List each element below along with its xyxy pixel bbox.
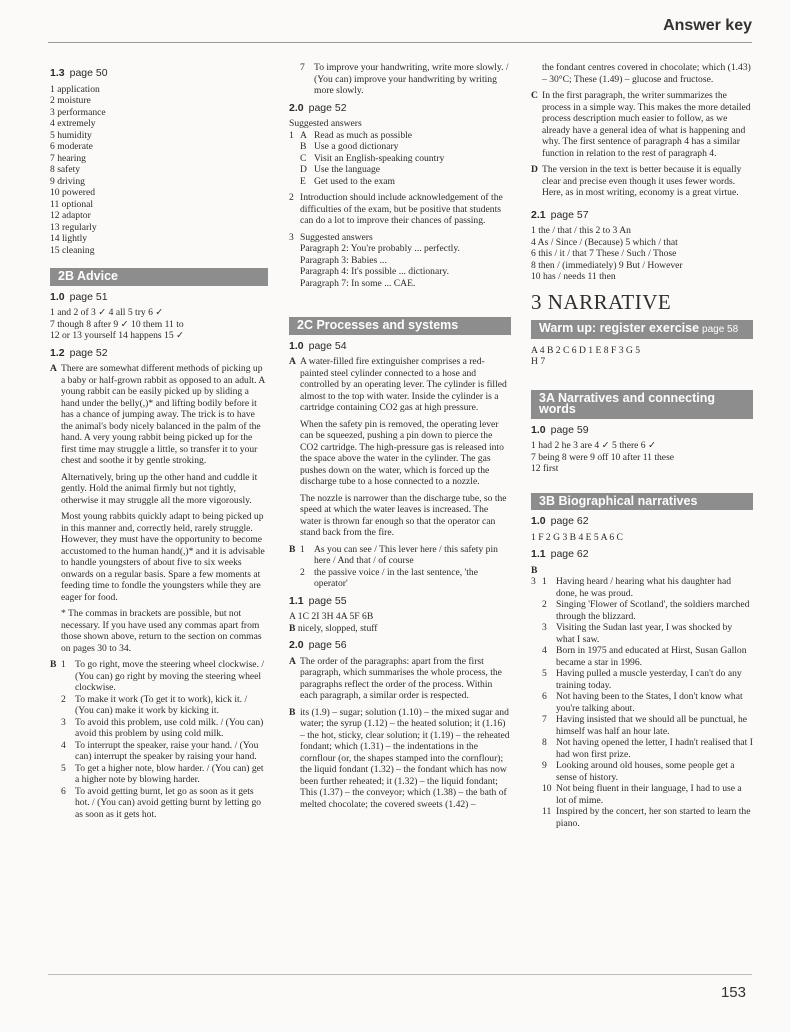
answer-block-b: B 1 As you can see / This lever here / this safety pin here / And that / of course 2 the passive voice / in the last sentence, 'the operator' (289, 544, 511, 590)
section-heading: 2.0 page 52 (289, 101, 347, 114)
footnote: * The commas in brackets are possible, but not necessary. If you have used any commas apart from those shown above, return to the section on commas on pages 30 to 34. (61, 608, 262, 654)
section-heading: 1.2 page 52 (50, 346, 108, 359)
section-heading: 1.1 page 62 (531, 548, 589, 560)
list-item: 8 Not having opened the letter, I hadn't realised that I had won first prize. (542, 737, 753, 760)
list-item: 6 moderate (50, 141, 93, 152)
answer-block-3: 3 1 Having heard / hearing what his daughter had done, he was proud. 2 Singing 'Flower of Scotland', the soldiers marched through the blizzard. 3 Visiting the Sudan last year, I was shocked by what I saw. 4 Born in 1975 and educated at Hirst, Susan Gallon became a star in 1996. 5 Having pulled a muscle yesterday, I can't do any training today. 6 Not having been to the States, I don't know what you're talking about. 7 Having insisted that we should all be punctual, he himself was half an hour late. 8 Not having opened the letter, I hadn't realised that I had won first prize. 9 Looking around old houses, some people get a sense of history. 10 Not being fluent in their language, I had to use a lot of mime. 11 Inspired by the concert, her son started to learn the piano. (531, 576, 753, 829)
list-item: 9 Looking around old houses, some people get a sense of history. (542, 760, 735, 783)
unit-title: 3 NARRATIVE (531, 289, 672, 314)
list-item: 5 Having pulled a muscle yesterday, I can't do any training today. (542, 668, 742, 691)
list-item: 7 Having insisted that we should all be punctual, he himself was half an hour late. (542, 714, 748, 737)
paragraph: When the safety pin is removed, the operating lever can be squeezed, pushing a pin down to pierce the CO2 cartridge. The high-pressure gas is released into the space above the water in the cylinder. The gas pushes down on the water, which is forced up the discharge tube to a hose connected to a nozzle. (300, 418, 504, 487)
list-item: 11 Inspired by the concert, her son started to learn the piano. (542, 806, 751, 829)
answer-line: 4 As / Since / (Because) 5 which / that (531, 236, 678, 248)
answer-line: 1 had 2 he 3 are 4 ✓ 5 there 6 ✓ (531, 440, 657, 451)
paragraph: The nozzle is narrower than the discharge tube, so the speed at which the water leaves is increased. The water is thrown far enough so that the operator can stand back from the fire. (300, 492, 507, 538)
list-item: 1 Having heard / hearing what his daughter had done, he was proud. (542, 576, 732, 599)
list-item: 2 To make it work (To get it to work), kick it. / (You can) make it work by kicking it. (61, 693, 248, 716)
answer-line: Paragraph 2: You're probably ... perfectly. (300, 243, 460, 254)
column-3 (531, 62, 753, 829)
answer-block-a2: A The order of the paragraphs: apart from the first paragraph, which summarises the whole process, the paragraphs reflect the order of the process. Within each paragraph, a similar order is respected. (289, 655, 502, 701)
bottom-rule (48, 974, 752, 975)
list-item: 3 Visiting the Sudan last year, I was shocked by what I saw. (542, 622, 733, 645)
paragraph: Most young rabbits quickly adapt to being picked up in this manner and, correctly held, rarely struggle. However, they must have the opportunity to become accustomed to the human hand(,)* and it is advisable to handle youngsters of about five to six weeks onwards on a regular basis. Spare a few moments at feeding time to fondle the youngsters while they are eager for food. (61, 511, 265, 603)
answer-block-b2: B its (1.9) – sugar; solution (1.10) – the mixed sugar and water; the syrup (1.12) – the heated solution; it (1.16) – the hot, sticky, clear solution; it (1.19) – the reheated fondant; which (1.31) – the indentations in the cornflour (or, the shapes stamped into the cornflour); the liquid fondant (1.32) – the fondant which has now been further reheated; it (1.32) – the liquid fondant; This (1.37) – the conveyor; which (1.38) – the bath of melted chocolate; the covered sweets (1.42) – (289, 706, 510, 810)
list-item: 13 regularly (50, 221, 97, 233)
answer-line: 12 or 13 yourself 14 happens 15 ✓ (50, 330, 185, 341)
section-heading: 1.0 page 59 (531, 423, 589, 436)
answer-line: 6 this / it / that 7 These / Such / Those (531, 248, 677, 259)
list-item: 7 To improve your handwriting, write more slowly. / (You can) improve your handwriting by writing more slowly. (300, 62, 509, 96)
list-item: E Get used to the exam (300, 175, 395, 187)
list-item: C Visit an English-speaking country (300, 152, 445, 164)
block-label: A (50, 363, 57, 374)
answer-line: H 7 (531, 356, 546, 367)
list-item: B Use a good dictionary (300, 141, 399, 152)
list-item: 12 adaptor (50, 210, 91, 221)
section-heading: 1.1 page 55 (289, 594, 347, 607)
column-2 (289, 62, 511, 810)
list-item: 6 Not having been to the States, I don't know what you're talking about. (542, 691, 743, 714)
list-item: D Use the language (300, 164, 381, 175)
answer-block-a (50, 363, 268, 659)
list-item: 5 humidity (50, 129, 92, 141)
list-item: 14 lightly (50, 233, 88, 244)
list-item: 3 To avoid this problem, use cold milk. / (You can) avoid this problem by using cold milk. (61, 716, 264, 739)
list-item: 4 Born in 1975 and educated at Hirst, Susan Gallon became a star in 1996. (542, 645, 747, 668)
list-item: 7 hearing (50, 152, 86, 164)
section-bar-2c: 2C Processes and systems (289, 317, 511, 335)
answer-block-2: 2 Introduction should include acknowledgement of the difficulties of the exam, but be positive that students can do a lot to improve their chances of passing. (289, 192, 503, 226)
list-item: 3 performance (50, 106, 106, 118)
section-bar-3b: 3B Biographical narratives (531, 493, 753, 511)
list-item: 1 application (50, 83, 100, 95)
list-item: 4 extremely (50, 118, 96, 129)
block-label: B (531, 564, 538, 576)
top-rule (48, 42, 752, 43)
section-heading: 1.3 page 50 (50, 67, 108, 79)
section-heading: 1.0 page 51 (50, 290, 108, 303)
answer-block-d: D The version in the text is better because it is equally clear and precise even though it uses fewer words. Here, as in most writing, economy is a great virtue. (531, 164, 742, 198)
answer-line: A 1C 2I 3H 4A 5F 6B (289, 611, 374, 622)
list-item: 10 powered (50, 187, 96, 198)
answer-line: A 4 B 2 C 6 D 1 E 8 F 3 G 5 (531, 344, 641, 356)
answer-line: Paragraph 7: In some ... CAE. (300, 277, 416, 289)
paragraph: Alternatively, bring up the other hand and cuddle it gently. Hold the animal firmly but not tightly, otherwise it may struggle all the more vigorously. (61, 471, 258, 506)
list-item: 2 moisture (50, 95, 91, 106)
section-bar-3a: 3A Narratives and connecting words (531, 390, 753, 419)
section-bar-warmup: Warm up: register exercise page 58 (531, 320, 753, 339)
answer-block-1: 1 A Read as much as possible B Use a good dictionary C Visit an English-speaking country D Use the language E Get used to the exam (289, 130, 511, 188)
list-item: 2 Singing 'Flower of Scotland', the soldiers marched through the blizzard. (542, 599, 750, 622)
word-list (50, 84, 268, 257)
paragraph: the fondant centres covered in chocolate; which (1.43) – 30°C; These (1.49) – glucose and fructose. (542, 62, 751, 85)
paragraph: There are somewhat different methods of picking up a baby or half-grown rabbit as opposed to an adult. A young rabbit can be easily picked up by sliding a hand under the belly(,)* and lifting bodily before it has a chance of jumping away. The trick is to have the animal's body nicely balanced in the palm of the hand. A very young rabbit being picked up for the first time may struggle a little, so transfer it to your chest and soothe it by gentle stroking. (61, 363, 265, 466)
list-item: 9 driving (50, 175, 85, 187)
list-item: 11 optional (50, 198, 94, 210)
column-1 (50, 62, 268, 820)
answer-block-a: A A water-filled fire extinguisher comprises a red-painted steel cylinder connected to a hose and controlled by an operating lever. The cylinder is filled almost to the top with water. Inside the cylinder is a cartridge containing CO2 gas at high pressure. When the safety pin is removed, the operating lever can be squeezed, pushing a pin down to pierce the CO2 cartridge. The high-pressure gas is released into the space above the water in the cylinder. The gas pushes down on the water, which is forced up the discharge tube to a hose connected to a nozzle. The nozzle is narrower than the discharge tube, so the speed at which the water leaves is increased. The water is thrown far enough so that the operator can stand back from the fire. (289, 356, 511, 544)
answer-line: 12 first (531, 463, 559, 474)
answer-line: 7 though 8 after 9 ✓ 10 them 11 to (50, 318, 184, 330)
answer-line: B nicely, slopped, stuff (289, 622, 378, 634)
list-item: 1 As you can see / This lever here / this safety pin here / And that / of course (300, 543, 498, 566)
answer-line: 7 being 8 were 9 off 10 after 11 these (531, 451, 675, 463)
list-item: 1 To go right, move the steering wheel clockwise. / (You can) go right by moving the steering wheel clockwise. (61, 659, 265, 693)
answer-line: 10 has / needs 11 then (531, 271, 616, 282)
answer-line: 8 then / (immediately) 9 But / However (531, 259, 683, 271)
list-item: 8 safety (50, 164, 81, 175)
section-bar-2b: 2B Advice (50, 268, 268, 286)
section-heading: 2.1 page 57 (531, 208, 589, 221)
page-number: 153 (720, 984, 746, 1001)
paragraph: A water-filled fire extinguisher comprises a red-painted steel cylinder connected to a hose and controlled by an operating lever. The cylinder is filled almost to the top with water. Inside the cylinder is a cartridge containing CO2 gas at high pressure. (300, 356, 507, 413)
list-item: 6 To avoid getting burnt, let go as soon as it gets hot. / (You can) avoid getting burnt by letting go as soon as it gets hot. (61, 785, 262, 820)
list-item: A Read as much as possible (300, 129, 413, 141)
list-item: 10 Not being fluent in their language, I had to use a lot of mime. (542, 783, 742, 806)
section-heading: 1.0 page 54 (289, 339, 347, 352)
answer-line: Paragraph 4: It's possible ... dictionary. (300, 266, 449, 277)
section-heading: 1.0 page 62 (531, 515, 589, 527)
answer-line: 1 F 2 G 3 B 4 E 5 A 6 C (531, 531, 623, 543)
list-item: 4 To interrupt the speaker, raise your hand. / (You can) interrupt the speaker by raising your hand. (61, 739, 259, 762)
answer-line: 1 and 2 of 3 ✓ 4 all 5 try 6 ✓ (50, 307, 164, 318)
header-title: Answer key (663, 17, 752, 34)
block-label: B (50, 659, 57, 670)
list-item: 5 To get a higher note, blow harder. / (You can) get a higher note by blowing harder. (61, 762, 264, 785)
suggested-label: Suggested answers (289, 118, 362, 129)
list-item: 15 cleaning (50, 244, 95, 256)
list-item: 2 the passive voice / in the last sentence, 'the operator' (300, 566, 478, 589)
answer-block-c: C In the first paragraph, the writer summarizes the process in a simple way. This makes the more detailed process description much easier to follow, as we already have a general idea of what is happening and why. The first sentence of paragraph 4 has a similar function in relation to the rest of paragraph 4. (531, 90, 751, 159)
section-heading: 2.0 page 56 (289, 639, 347, 651)
answer-line: 1 the / that / this 2 to 3 An (531, 225, 631, 236)
answer-line: Paragraph 3: Babies ... (300, 254, 387, 266)
answer-block-3: 3 Suggested answers Paragraph 2: You're probably ... perfectly. Paragraph 3: Babies ... Paragraph 4: It's possible ... dictionary. Paragraph 7: In some ... CAE. (289, 232, 511, 290)
answer-block-b (50, 659, 268, 820)
answer-line: Suggested answers (300, 231, 373, 243)
